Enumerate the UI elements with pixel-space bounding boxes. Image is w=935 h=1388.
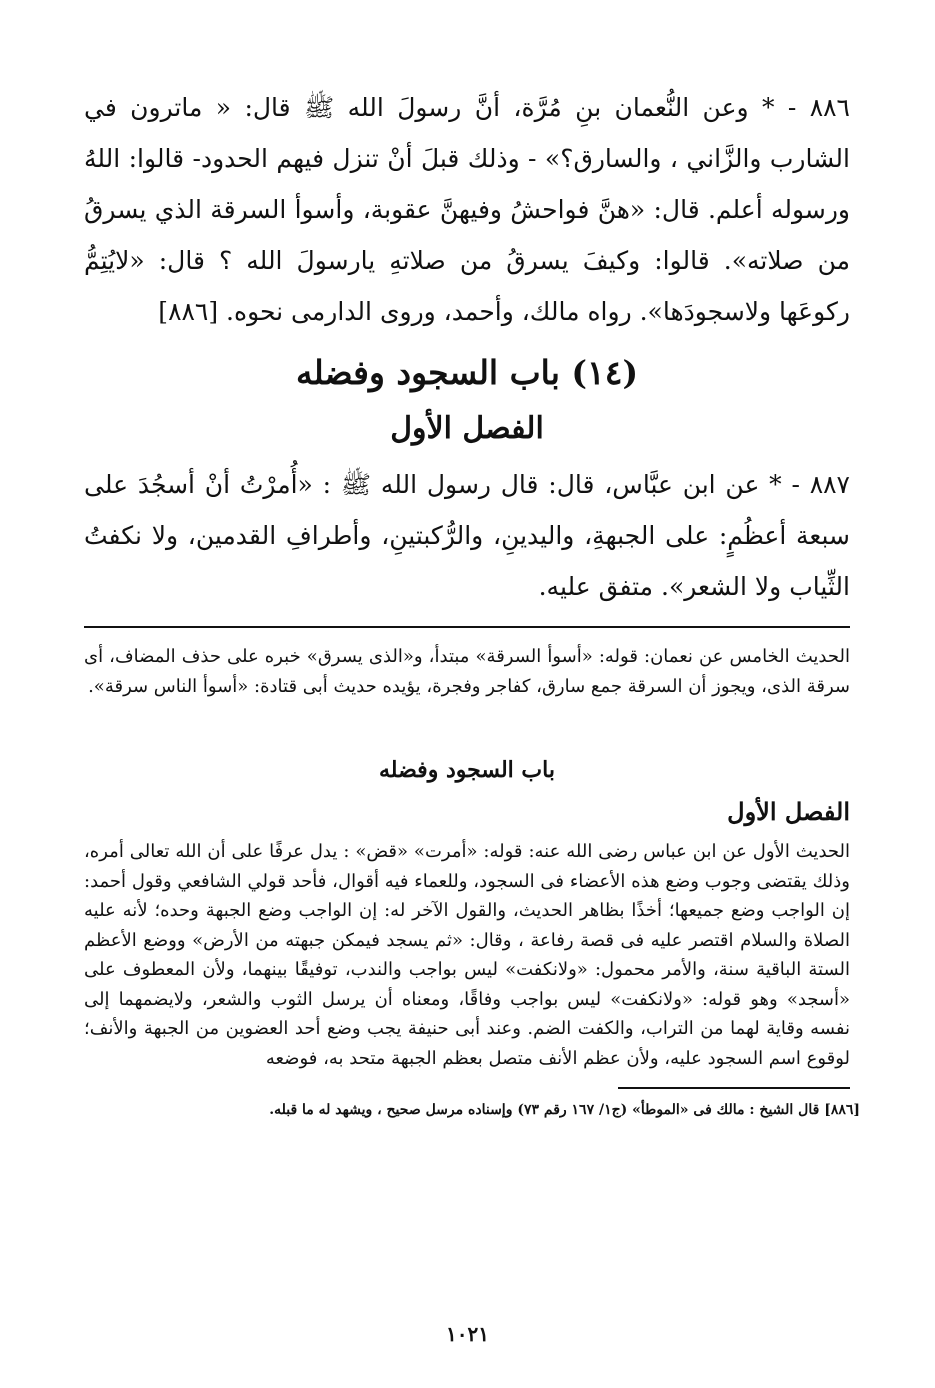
page-content [84, 82, 860, 1121]
section-title: الفصل الأول [390, 411, 544, 446]
commentary-paragraph-1: الحديث الخامس عن نعمان: قوله: «أسوأ السرقة» مبتدأ، و«الذى يسرق» خبره على حذف المضاف، أى سرقة الذى، ويجوز أن السرقة جمع سارق، كفاجر وفجرة، يؤيده حديث أبى قتادة: «أسوأ الناس سرقة». [84, 646, 850, 697]
commentary-divider [84, 626, 850, 628]
footnote: [٨٨٦] قال الشيخ : مالك فى «الموطأ» (ج١/ ١٦٧ رقم ٧٣) وإسناده مرسل صحيح ، ويشهد له ما قبله. [269, 1102, 860, 1118]
commentary-chapter-heading: باب السجود وفضله [379, 757, 555, 783]
commentary-paragraph-2: الحديث الأول عن ابن عباس رضى الله عنه: قوله: «أمرت» «قض» : يدل عرفًا على أن الله تعالى أمره، وذلك يقتضى وجوب وضع هذه الأعضاء فى السجود، وللعماء فيه أقوال، فأحد قولي الشافعي وقول أحمد: إن الواجب وضع جميعها؛ أخذًا بظاهر الحديث، والقول الآخر له: إن الواجب وضع الجبهة وحده؛ لأنه عليه الصلاة والسلام اقتصر عليه فى قصة رفاعة ، وقال: «ثم يسجد فيمكن جبهته من الأرض» ووضع الأعظم الستة الباقية سنة، والأمر محمول: «ولانكفت» ليس بواجب والندب، توفيقًا بينهما، ولأن المعطوف على «أسجد» وهو قوله: «ولانكفت» ليس بواجب وفاقًا، ومعناه أن يرسل الثوب والشعر، ولايضمهما إلى نفسه وقاية لهما من التراب، والكفت الضم. وعند أبى حنيفة يجب وضع أحد العضوين من الجبهة والأنف؛ لوقوع اسم السجود عليه، ولأن عظم الأنف متصل بعظم الجبهة متحد به، فوضعه [84, 841, 850, 1069]
page-number: ١٠٢١ [446, 1322, 489, 1346]
hadith-887-text: ٨٨٧ - * عن ابن عبَّاس، قال: قال رسول الله ﷺ : «أُمرْتُ أنْ أسجُدَ على سبعة أعظُمٍ: على الجبهةِ، واليدينِ، والرُّكبتينِ، وأطرافِ القدمين، ولا نكفتُ الثِّياب ولا الشعر». متفق عليه. [84, 470, 850, 601]
chapter-title: (١٤) باب السجود وفضله [295, 353, 639, 392]
footnote-divider [618, 1087, 850, 1089]
hadith-886-text: ٨٨٦ - * وعن النُّعمان بنِ مُرَّة، أنَّ رسولَ الله ﷺ قال: « ماترون في الشارب والزَّاني ، والسارق؟» - وذلك قبلَ أنْ تنزل فيهم الحدود- قالوا: اللهُ ورسوله أعلم. قال: «هنَّ فواحشُ وفيهنَّ عقوبة، وأسوأ السرقة الذي يسرقُ من صلاته». قالوا: وكيفَ يسرقُ من صلاتهِ يارسولَ الله ؟ قال: «لايُتِمُّ ركوعَها ولاسجودَها». رواه مالك، وأحمد، وروى الدارمى نحوه. [٨٨٦] [84, 93, 850, 326]
commentary-section-heading: الفصل الأول [727, 797, 850, 826]
